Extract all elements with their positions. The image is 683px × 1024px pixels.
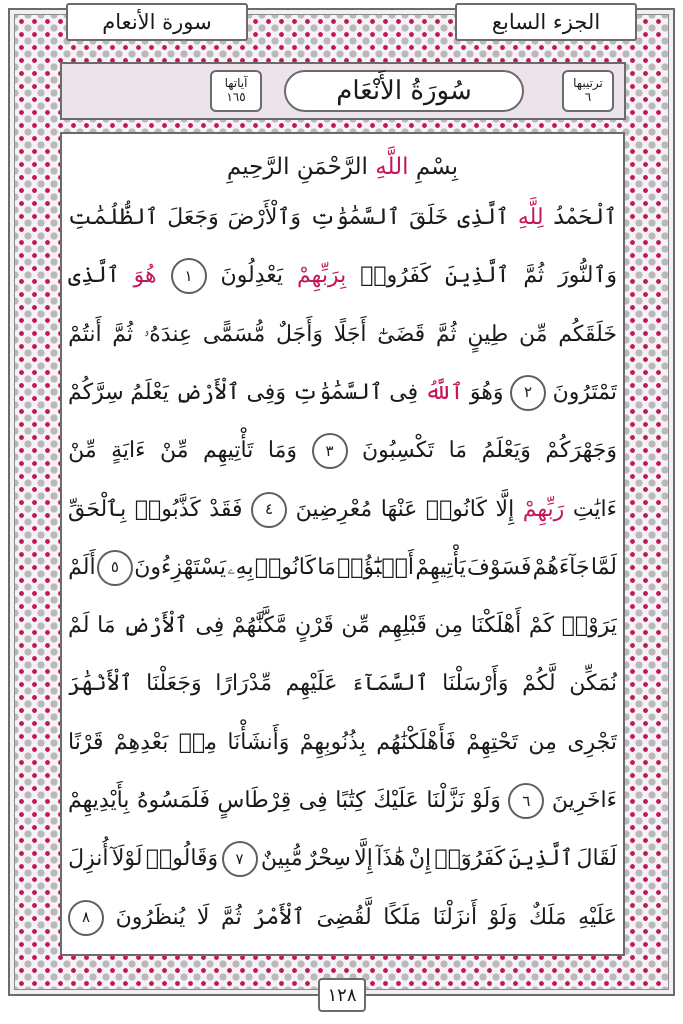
- verse-word: ثُمَّ: [220, 904, 242, 930]
- verse-word: ٱلسَّمَٰوَٰتِ: [292, 379, 383, 405]
- verse-word: وَأَنشَأْنَا: [227, 729, 290, 755]
- verse-word: فِى: [195, 613, 225, 639]
- basmala-allah: اللَّهِ: [375, 154, 409, 180]
- verse-word: ثُمَّ: [523, 263, 545, 289]
- verse-number-marker: ٥: [97, 550, 133, 586]
- basmala-after: الرَّحْمَنِ الرَّحِيمِ: [226, 154, 376, 180]
- verse-word: وَأَجَلٌ: [275, 321, 323, 347]
- surah-title-text: سُورَةُ الأَنْعَام: [336, 76, 472, 106]
- verse-line: [68, 252, 617, 300]
- juz-header-label: [455, 3, 637, 41]
- surah-header-text: سورة الأنعام: [102, 10, 212, 34]
- verse-word: بِهِۦ: [227, 554, 254, 580]
- verse-word: مِّن: [518, 321, 548, 347]
- verse-word: مَا: [448, 438, 468, 464]
- verse-word: فِى: [298, 788, 328, 813]
- verse-word: يَعْدِلُونَ: [220, 263, 284, 289]
- ayat-count-label: آياتها: [224, 76, 248, 91]
- divine-name-word: رَبِّهِمْ: [522, 496, 565, 522]
- surah-header-label: [66, 3, 248, 41]
- verse-word: ٱلْأَنْهَٰرَ: [68, 671, 133, 697]
- verse-line: [68, 602, 617, 650]
- verse-word: قَبْلِهِم: [377, 613, 427, 639]
- verse-word: أُنزِلَ: [68, 846, 109, 872]
- verse-word: لَّقُضِىَ: [316, 904, 372, 930]
- verse-word: يَأْتِيهِمْ: [415, 554, 466, 580]
- verse-word: أَجَلًا: [333, 321, 367, 347]
- basmala-before: بِسْمِ: [408, 154, 459, 180]
- verse-word: مُّبِينٌ: [260, 846, 303, 872]
- surah-title-plate: [60, 62, 626, 120]
- verse-word: نَزَّلْنَا: [426, 788, 465, 813]
- verse-word: بِذُنُوبِهِمْ: [299, 729, 366, 755]
- verse-word: وَقَالُوا۟: [145, 846, 219, 872]
- verse-word: مَلَكٌ: [528, 904, 567, 930]
- verse-word: ٱلْأَمْرُ: [253, 904, 305, 930]
- verse-word: جَآءَهُمْ: [532, 554, 590, 580]
- verse-word: سِحْرٌ: [306, 846, 351, 872]
- verse-word: بَعْدِهِمْ: [113, 729, 169, 755]
- verse-word: تَحْتِهِمْ: [466, 729, 519, 755]
- verse-word: وَمَا: [267, 438, 298, 464]
- verse-word: خَلَقَ: [409, 205, 449, 230]
- verse-word: مِّن: [341, 613, 370, 639]
- verse-line: [68, 894, 617, 942]
- verse-word: عَلَيْهِم: [285, 671, 338, 697]
- verse-word: فِى: [389, 379, 419, 405]
- verse-word: مَا: [317, 554, 336, 580]
- verse-word: مُّسَمًّى: [202, 321, 266, 347]
- verse-word: لَوْلَآ: [111, 846, 143, 872]
- divine-name-word: ٱللَّهُ: [424, 379, 464, 405]
- verse-word: لَقَالَ: [576, 846, 617, 872]
- verse-word: ٱلْأَرْضِ: [175, 379, 240, 405]
- surah-order-value: ٦: [584, 90, 592, 104]
- verse-word: كَانُوا۟: [425, 496, 487, 522]
- verse-word: ٱلْأَرْضِ: [123, 613, 188, 639]
- divine-name-word: لِلَّهِ: [517, 205, 544, 230]
- verse-word: يَعْلَمُ: [130, 379, 169, 405]
- verse-word: وَٱلْأَرْضَ: [227, 205, 301, 230]
- verse-word: مُعْرِضِينَ: [295, 496, 373, 522]
- verse-word: عَلَيْكَ: [373, 788, 419, 813]
- verse-word: وَجَعَلَ: [167, 205, 219, 230]
- verse-word: مِّنْ: [68, 438, 97, 464]
- verse-word: ءَايَٰتِ: [572, 496, 617, 522]
- verse-word: تَأْتِيهِم: [203, 438, 254, 464]
- verse-word: وَٱلنُّورَ: [558, 263, 617, 289]
- verse-word: كَفَرُوا۟: [360, 263, 431, 289]
- verse-word: مَا: [97, 613, 116, 639]
- verse-word: مِّنْ: [159, 438, 189, 464]
- verse-word: وَلَوْ: [472, 788, 501, 813]
- verse-word: قَرْنًا: [68, 729, 104, 755]
- verse-word: فَسَوْفَ: [467, 554, 532, 580]
- verse-word: كِتَٰبًا: [335, 788, 366, 813]
- verse-word: عِندَهُۥ: [143, 321, 193, 347]
- juz-header-text: الجزء السابع: [491, 10, 601, 34]
- verse-word: كَذَّبُوا۟: [134, 496, 201, 522]
- verse-word: يُنظَرُونَ: [115, 904, 186, 930]
- verse-word: ثُمَّ: [112, 321, 134, 347]
- verse-number-marker: ٤: [251, 492, 287, 528]
- verse-word: أَلَمْ: [68, 554, 96, 580]
- verse-word: وَهُوَ: [469, 379, 504, 405]
- verse-word: وَجَعَلْنَا: [146, 671, 202, 697]
- verse-word: أَنۢبَٰٓؤُا۟: [337, 554, 415, 580]
- verse-word: مِنۢ: [178, 729, 217, 755]
- verse-number-marker: ٢: [510, 375, 546, 411]
- verse-word: تَكْسِبُونَ: [362, 438, 435, 464]
- verse-word: ٱلسَّمَآءَ: [351, 671, 429, 697]
- verse-word: ءَايَةٍ: [111, 438, 146, 464]
- surah-title: [284, 70, 524, 112]
- verse-word: سِرَّكُمْ: [68, 379, 124, 405]
- verse-line: [68, 719, 617, 767]
- verse-word: ٱلسَّمَٰوَٰتِ: [309, 205, 401, 230]
- verse-line: [68, 544, 617, 592]
- verse-line: [68, 311, 617, 359]
- verse-word: خَلَقَكُم: [558, 321, 617, 347]
- verse-word: فَلَمَسُوهُ: [136, 788, 210, 813]
- verse-number-marker: ٨: [68, 900, 104, 936]
- verse-word: ثُمَّ: [435, 321, 457, 347]
- verse-word: وَلَوْ: [488, 904, 518, 930]
- verse-word: أَهْلَكْنَا: [470, 613, 522, 639]
- verse-word: هَٰذَآ: [376, 846, 406, 872]
- verse-word: مِن: [528, 729, 557, 755]
- divine-name-word: هُوَ: [133, 263, 157, 289]
- verse-word: ٱلْحَمْدُ: [552, 205, 617, 230]
- verse-word: عَلَيْهِ: [578, 904, 617, 930]
- verse-number-marker: ٧: [222, 841, 258, 877]
- verse-word: قَرْنٍ: [294, 613, 334, 639]
- verse-word: وَأَرْسَلْنَا: [442, 671, 509, 697]
- verse-word: ءَاخَرِينَ: [551, 788, 617, 813]
- basmala: [62, 154, 623, 180]
- verse-word: مِّدْرَارًا: [215, 671, 273, 697]
- surah-order-label: ترتيبها: [573, 76, 603, 91]
- verse-line: [68, 369, 617, 417]
- verse-word: ٱلَّذِى: [68, 263, 120, 289]
- verse-word: ٱلَّذِينَ: [508, 846, 574, 872]
- mushaf-text-area: [60, 132, 625, 956]
- verse-word: كَانُوا۟: [254, 554, 316, 580]
- verse-number-marker: ٣: [312, 433, 348, 469]
- verse-word: طِينٍ: [467, 321, 509, 347]
- verse-word: قَضَىٰٓ: [377, 321, 426, 347]
- verse-line: [68, 777, 617, 825]
- verse-word: تَجْرِى: [567, 729, 617, 755]
- verse-word: وَفِى: [246, 379, 286, 405]
- verse-word: كَفَرُوٓا۟: [434, 846, 506, 872]
- verse-word: ٱلَّذِى: [457, 205, 509, 230]
- verse-word: إِلَّا: [354, 846, 373, 872]
- verse-word: ٱلَّذِينَ: [444, 263, 510, 289]
- verse-word: تَمْتَرُونَ: [552, 379, 617, 405]
- verse-word: لَا: [196, 904, 210, 930]
- verse-word: عَنْهَا: [380, 496, 418, 522]
- verse-number-marker: ١: [171, 258, 207, 294]
- verse-word: فَقَدْ: [209, 496, 243, 522]
- verse-word: مَّكَّنَّٰهُمْ: [231, 613, 288, 639]
- verse-word: مَلَكًا: [383, 904, 422, 930]
- verse-word: مِن: [434, 613, 464, 639]
- verse-word: وَيَعْلَمُ: [481, 438, 531, 464]
- verse-word: إِلَّا: [495, 496, 515, 522]
- verse-word: بِٱلْحَقِّ: [68, 496, 127, 522]
- verse-word: لَمَّا: [590, 554, 617, 580]
- verse-word: أَنزَلْنَا: [432, 904, 478, 930]
- page-number-text: ١٢٨: [327, 984, 357, 1006]
- verse-word: أَنتُمْ: [68, 321, 102, 347]
- ayat-count-value: ١٦٥: [226, 90, 246, 104]
- page-number: [318, 978, 366, 1012]
- surah-order-box: [562, 70, 614, 112]
- verse-word: لَّكُمْ: [522, 671, 556, 697]
- verse-word: فَأَهْلَكْنَٰهُم: [376, 729, 456, 755]
- verse-word: نُمَكِّن: [569, 671, 617, 697]
- verse-word: ٱلظُّلُمَٰتِ: [68, 205, 159, 230]
- verse-word: وَجَهْرَكُمْ: [545, 438, 617, 464]
- verse-number-marker: ٦: [508, 783, 544, 819]
- verse-word: يَسْتَهْزِءُونَ: [134, 554, 226, 580]
- ayat-count-box: [210, 70, 262, 112]
- verse-line: [68, 835, 617, 883]
- verse-word: بِأَيْدِيهِمْ: [68, 788, 130, 813]
- verse-word: قِرْطَاسٍ: [217, 788, 292, 813]
- verse-line: [68, 194, 617, 242]
- verse-line: [68, 486, 617, 534]
- verse-line: [68, 660, 617, 708]
- divine-name-word: بِرَبِّهِمْ: [297, 263, 347, 289]
- verse-word: لَمْ: [68, 613, 90, 639]
- verse-word: إِنْ: [408, 846, 432, 872]
- verse-word: كَمْ: [528, 613, 555, 639]
- verse-word: يَرَوْا۟: [561, 613, 617, 639]
- verse-line: [68, 427, 617, 475]
